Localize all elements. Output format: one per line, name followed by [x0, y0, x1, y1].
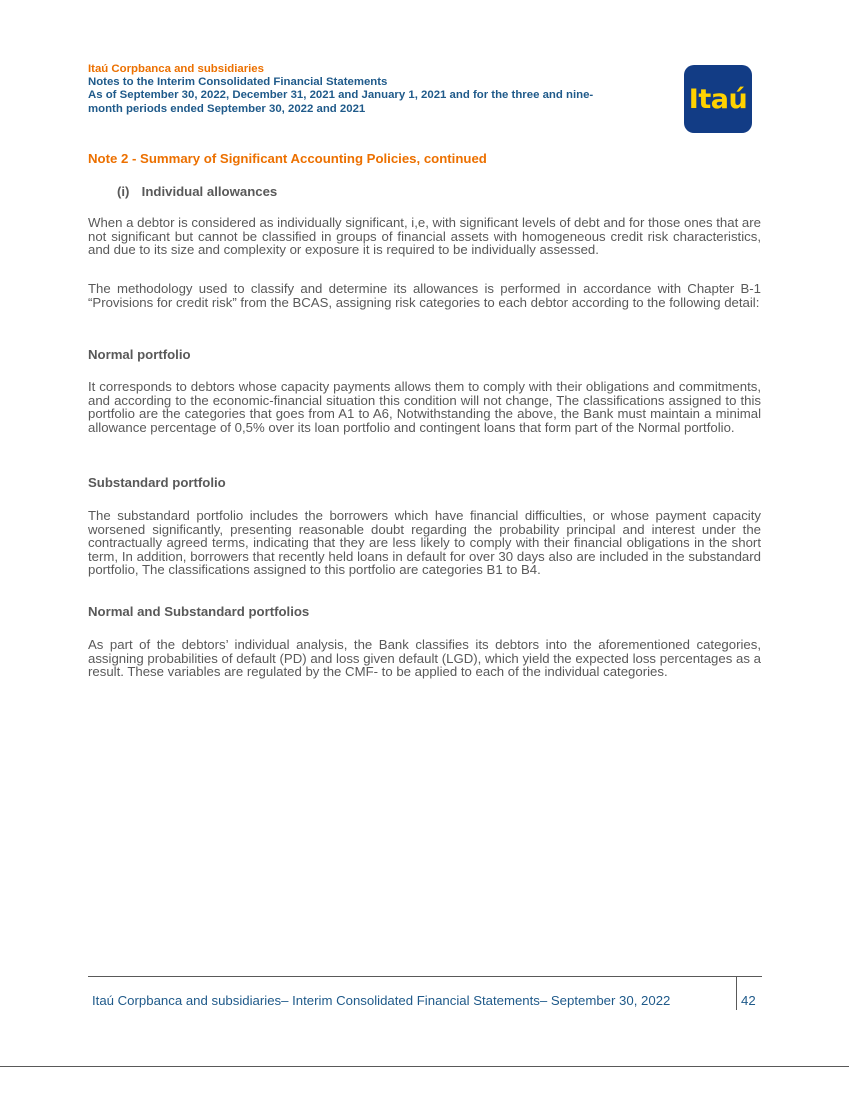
paragraph-substandard-portfolio: The substandard portfolio includes the borrowers which have financial difficulties, or whose payment capacity worsened significantly, presenting reasonable doubt regarding the probability principal and interest under the contractually agreed terms, indicating that they are less likely to comply with their financial obligations in the short term, In addition, borrowers that recently held loans in default for over 30 days also are included in the substandard portfolio, The classifications assigned to this portfolio are categories B1 to B4. [88, 508, 761, 578]
footer-text: Itaú Corpbanca and subsidiaries– Interim Consolidated Financial Statements– September 30, 2022 [92, 993, 671, 1008]
normal-portfolio-heading: Normal portfolio [88, 347, 191, 362]
company-name: Itaú Corpbanca and subsidiaries [88, 63, 264, 75]
itau-logo [684, 65, 752, 133]
subsection-heading [117, 184, 277, 199]
footer-divider-line [88, 976, 762, 977]
paragraph-individual-significance: When a debtor is considered as individually significant, i,e, with significant levels of debt and for those ones that are not significant but cannot be classified in groups of financial assets with homogeneous credit risk characteristics, and due to its size and complexity or exposure it is required to be individually assessed. [88, 215, 761, 258]
period-line-1: As of September 30, 2022, December 31, 2021 and January 1, 2021 and for the three and nine- [88, 89, 594, 102]
paragraph-normal-portfolio: It corresponds to debtors whose capacity payments allows them to comply with their obligations and commitments, and according to the economic-financial situation this condition will not change, The classifications assigned to this portfolio are the categories that goes from A1 to A6, Notwithstanding the above, the Bank must maintain a minimal allowance percentage of 0,5% over its loan portfolio and contingent loans that form part of the Normal portfolio. [88, 379, 761, 435]
page-number: 42 [741, 993, 756, 1008]
footer-page-separator [736, 977, 737, 1010]
logo-text: Itaú [688, 83, 748, 115]
substandard-portfolio-heading: Substandard portfolio [88, 475, 226, 490]
note-title: Note 2 - Summary of Significant Accounting Policies, continued [88, 151, 487, 166]
paragraph-methodology: The methodology used to classify and determine its allowances is performed in accordance with Chapter B-1 “Provisions for credit risk” from the BCAS, assigning risk categories to each debtor according to the following detail: [88, 281, 761, 310]
subsection-title: Individual allowances [141, 184, 278, 199]
page-bottom-rule [0, 1066, 849, 1067]
period-line-2: month periods ended September 30, 2022 and 2021 [88, 102, 366, 115]
normal-substandard-heading: Normal and Substandard portfolios [88, 604, 310, 619]
subsection-number: (i) [117, 184, 130, 199]
paragraph-individual-analysis: As part of the debtors’ individual analysis, the Bank classifies its debtors into the aforementioned categories, assigning probabilities of default (PD) and loss given default (LGD), which yield the expected loss percentages as a result. These variables are regulated by the CMF- to be applied to each of the individual categories. [88, 637, 761, 680]
notes-title: Notes to the Interim Consolidated Financial Statements [88, 76, 388, 89]
document-header [88, 63, 668, 116]
